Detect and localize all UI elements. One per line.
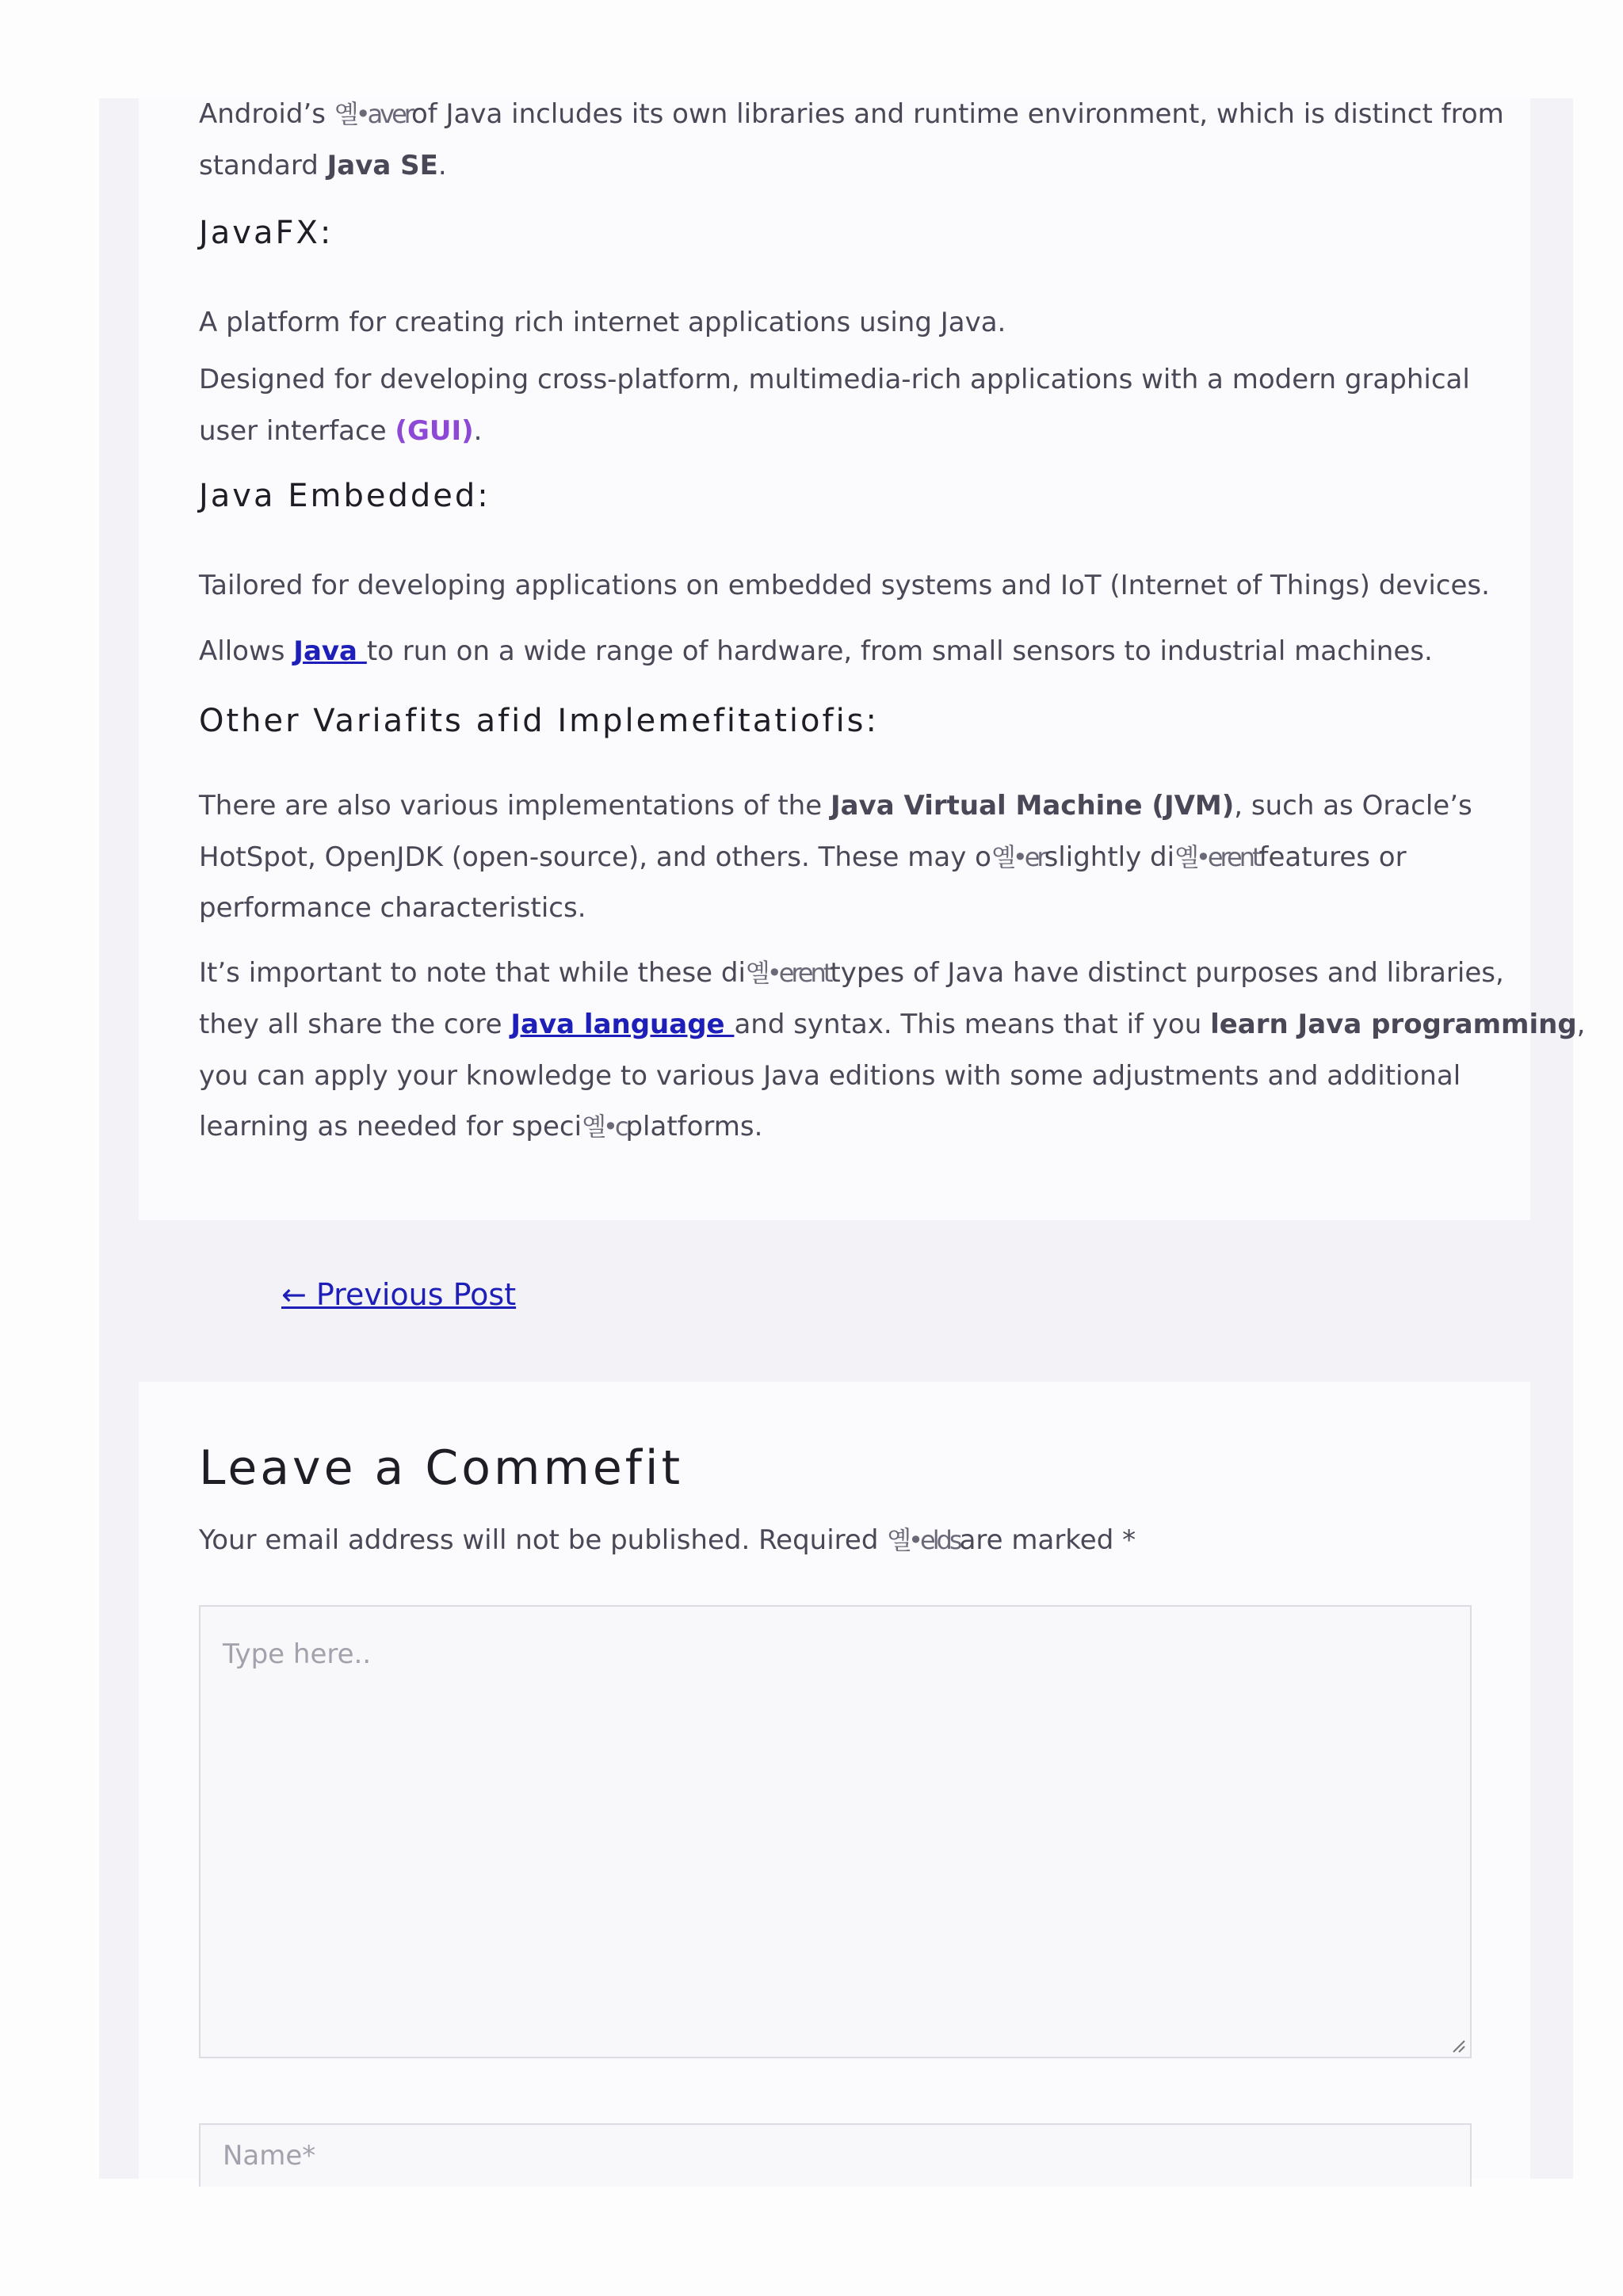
- javafx-line-1: A platform for creating rich internet applications using Java.: [199, 307, 1006, 338]
- java-link[interactable]: Java: [293, 635, 367, 667]
- embedded-line-1: Tailored for developing applications on embedded systems and IoT (Internet of Things) devices.: [199, 570, 1490, 601]
- embedded-line-2: Allows Java to run on a wide range of hardware, from small sensors to industrial machines.: [199, 635, 1433, 667]
- other-p1-line-3: performance characteristics.: [199, 892, 586, 924]
- comment-textarea[interactable]: [199, 1605, 1472, 2058]
- other-p2-line-2: they all share the core Java language and syntax. This means that if you learn Java programming,: [199, 1009, 1586, 1040]
- android-paragraph-line-1: Android’s 옐•averof Java includes its own libraries and runtime environment, which is distinct from: [199, 98, 1504, 130]
- other-p2-line-4: learning as needed for speci옐•cplatforms.: [199, 1111, 763, 1142]
- other-p2-line-3: you can apply your knowledge to various Java editions with some adjustments and additional: [199, 1060, 1461, 1092]
- javafx-heading: JavaFX:: [199, 215, 334, 251]
- resize-grip-icon[interactable]: [1449, 2036, 1466, 2054]
- java-language-link[interactable]: Java language: [510, 1009, 735, 1040]
- android-paragraph-line-2: standard Java SE.: [199, 150, 447, 181]
- javafx-line-2: Designed for developing cross-platform, multimedia-rich applications with a modern graphical: [199, 364, 1470, 395]
- javafx-line-3: user interface (GUI).: [199, 415, 483, 447]
- java-embedded-heading: Java Embedded:: [199, 478, 491, 514]
- gui-accent: (GUI): [395, 415, 474, 447]
- other-p2-line-1: It’s important to note that while these di옐•erenttypes of Java have distinct purposes and libraries,: [199, 957, 1504, 989]
- other-p1-line-2: HotSpot, OpenJDK (open-source), and others. These may o옐•erslightly di옐•erentfeatures or: [199, 841, 1407, 873]
- previous-post-link[interactable]: ← Previous Post: [281, 1277, 517, 1312]
- name-field[interactable]: [199, 2123, 1472, 2187]
- other-variants-heading: Other Variafits afid Implemefitatiofis:: [199, 703, 879, 739]
- other-p1-line-1: There are also various implementations of the Java Virtual Machine (JVM), such as Oracle’s: [199, 790, 1472, 822]
- leave-comment-heading: Leave a Commefit: [199, 1440, 684, 1496]
- comment-notes: Your email address will not be published. Required 옐•eldsare marked *: [199, 1524, 1136, 1556]
